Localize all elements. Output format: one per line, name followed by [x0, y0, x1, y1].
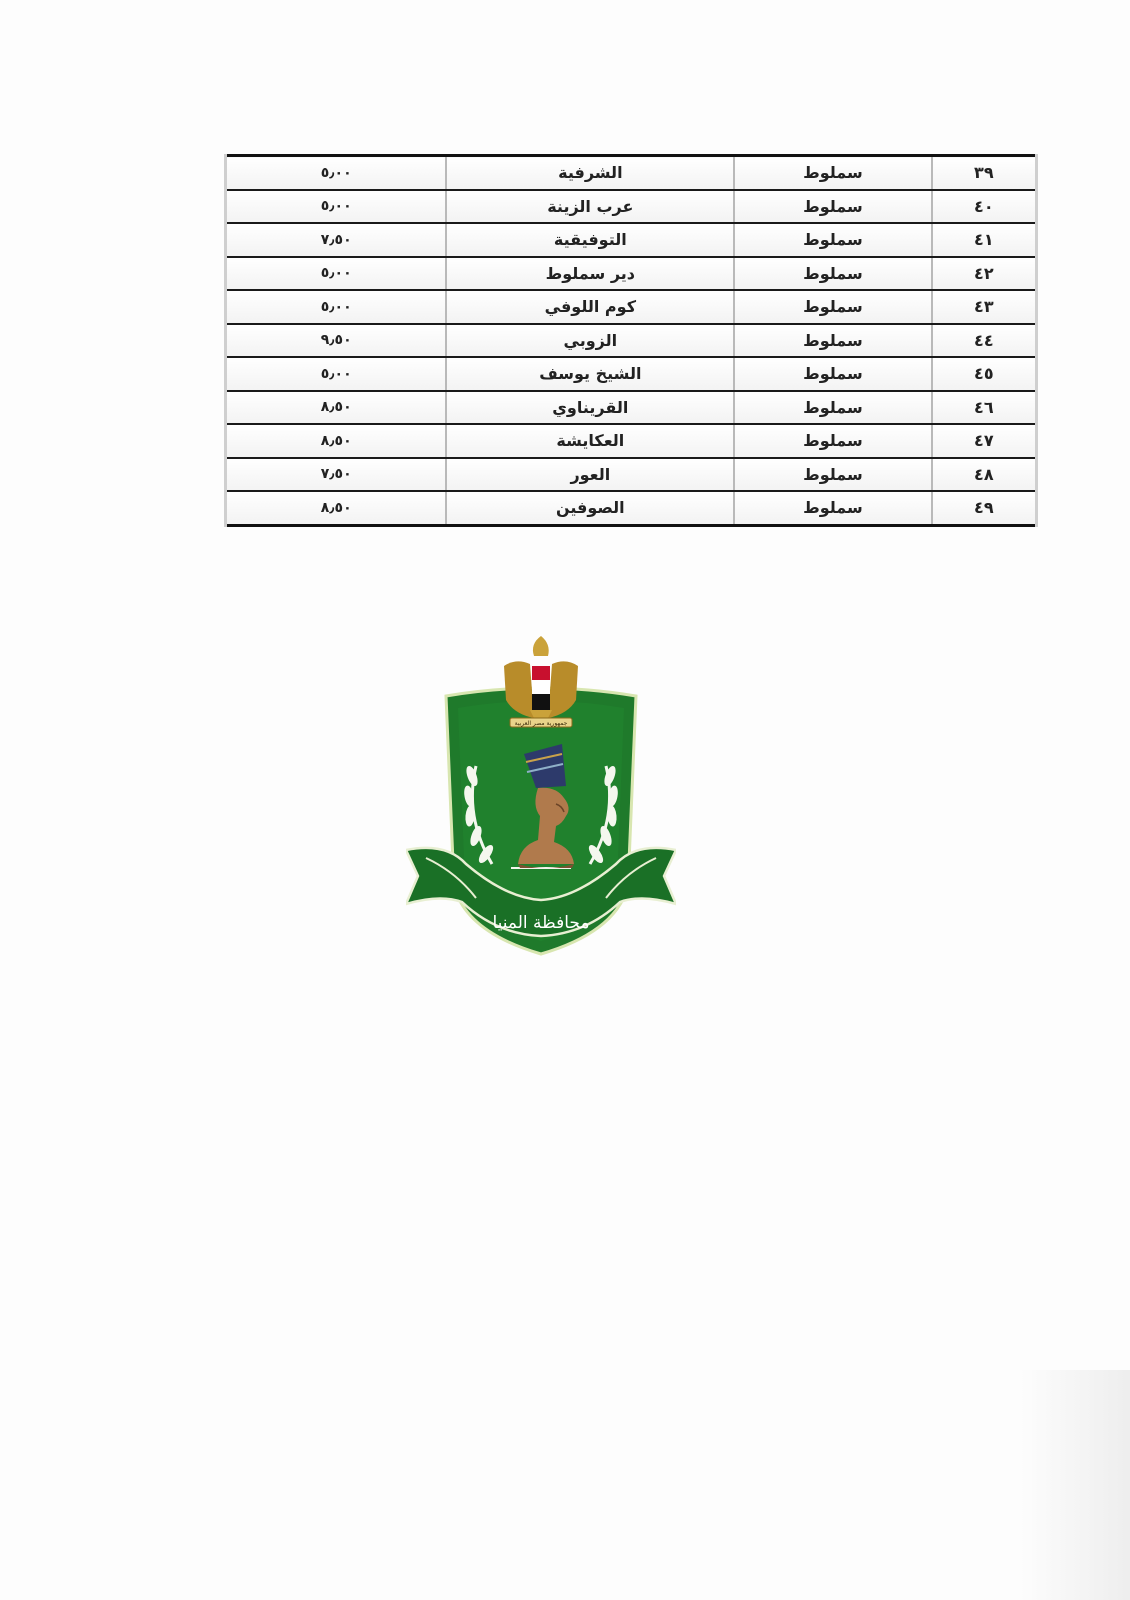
value-cell: ٥٫٠٠: [226, 257, 447, 291]
village-cell: الشرفية: [446, 156, 734, 190]
table-row: [226, 391, 1037, 425]
village-cell: عرب الزينة: [446, 190, 734, 224]
table-row: [226, 458, 1037, 492]
row-number: ٤٠: [932, 190, 1037, 224]
value-cell: ٧٫٥٠: [226, 223, 447, 257]
row-number: ٤٥: [932, 357, 1037, 391]
table-row: [226, 223, 1037, 257]
table-row: [226, 357, 1037, 391]
value-cell: ٥٫٠٠: [226, 156, 447, 190]
row-number: ٤٢: [932, 257, 1037, 291]
table-row: [226, 290, 1037, 324]
value-cell: ٩٫٥٠: [226, 324, 447, 358]
scan-shadow: [1020, 1370, 1130, 1600]
table-row: [226, 156, 1037, 190]
value-cell: ٥٫٠٠: [226, 190, 447, 224]
flag-black-stripe: [532, 694, 550, 710]
table-row: [226, 491, 1037, 525]
table-row: [226, 324, 1037, 358]
flag-red-stripe: [532, 666, 550, 680]
village-cell: العكايشة: [446, 424, 734, 458]
governorate-caption: محافظة المنيا: [492, 913, 590, 933]
row-number: ٤٣: [932, 290, 1037, 324]
row-number: ٤١: [932, 223, 1037, 257]
center-cell: سملوط: [734, 491, 931, 525]
center-cell: سملوط: [734, 424, 931, 458]
center-cell: سملوط: [734, 223, 931, 257]
village-cell: القريناوي: [446, 391, 734, 425]
row-number: ٤٨: [932, 458, 1037, 492]
center-cell: سملوط: [734, 357, 931, 391]
center-cell: سملوط: [734, 257, 931, 291]
center-cell: سملوط: [734, 156, 931, 190]
minya-governorate-emblem: [406, 636, 676, 972]
emblem-svg: [406, 636, 676, 972]
row-number: ٤٧: [932, 424, 1037, 458]
flag-white-stripe: [532, 680, 550, 694]
center-cell: سملوط: [734, 324, 931, 358]
village-cell: التوفيقية: [446, 223, 734, 257]
villages-table: [224, 154, 1038, 527]
center-cell: سملوط: [734, 458, 931, 492]
village-cell: الشيخ يوسف: [446, 357, 734, 391]
village-cell: الزوبي: [446, 324, 734, 358]
value-cell: ٥٫٠٠: [226, 357, 447, 391]
table-row: [226, 424, 1037, 458]
table-row: [226, 190, 1037, 224]
center-cell: سملوط: [734, 391, 931, 425]
value-cell: ٥٫٠٠: [226, 290, 447, 324]
village-cell: العور: [446, 458, 734, 492]
center-cell: سملوط: [734, 190, 931, 224]
village-cell: دير سملوط: [446, 257, 734, 291]
value-cell: ٨٫٥٠: [226, 491, 447, 525]
value-cell: ٨٫٥٠: [226, 424, 447, 458]
eagle-banner-text: جمهورية مصر العربية: [514, 720, 568, 727]
row-number: ٤٦: [932, 391, 1037, 425]
row-number: ٤٩: [932, 491, 1037, 525]
row-number: ٤٤: [932, 324, 1037, 358]
table-row: [226, 257, 1037, 291]
center-cell: سملوط: [734, 290, 931, 324]
value-cell: ٨٫٥٠: [226, 391, 447, 425]
village-cell: كوم اللوفي: [446, 290, 734, 324]
village-cell: الصوفين: [446, 491, 734, 525]
row-number: ٣٩: [932, 156, 1037, 190]
value-cell: ٧٫٥٠: [226, 458, 447, 492]
